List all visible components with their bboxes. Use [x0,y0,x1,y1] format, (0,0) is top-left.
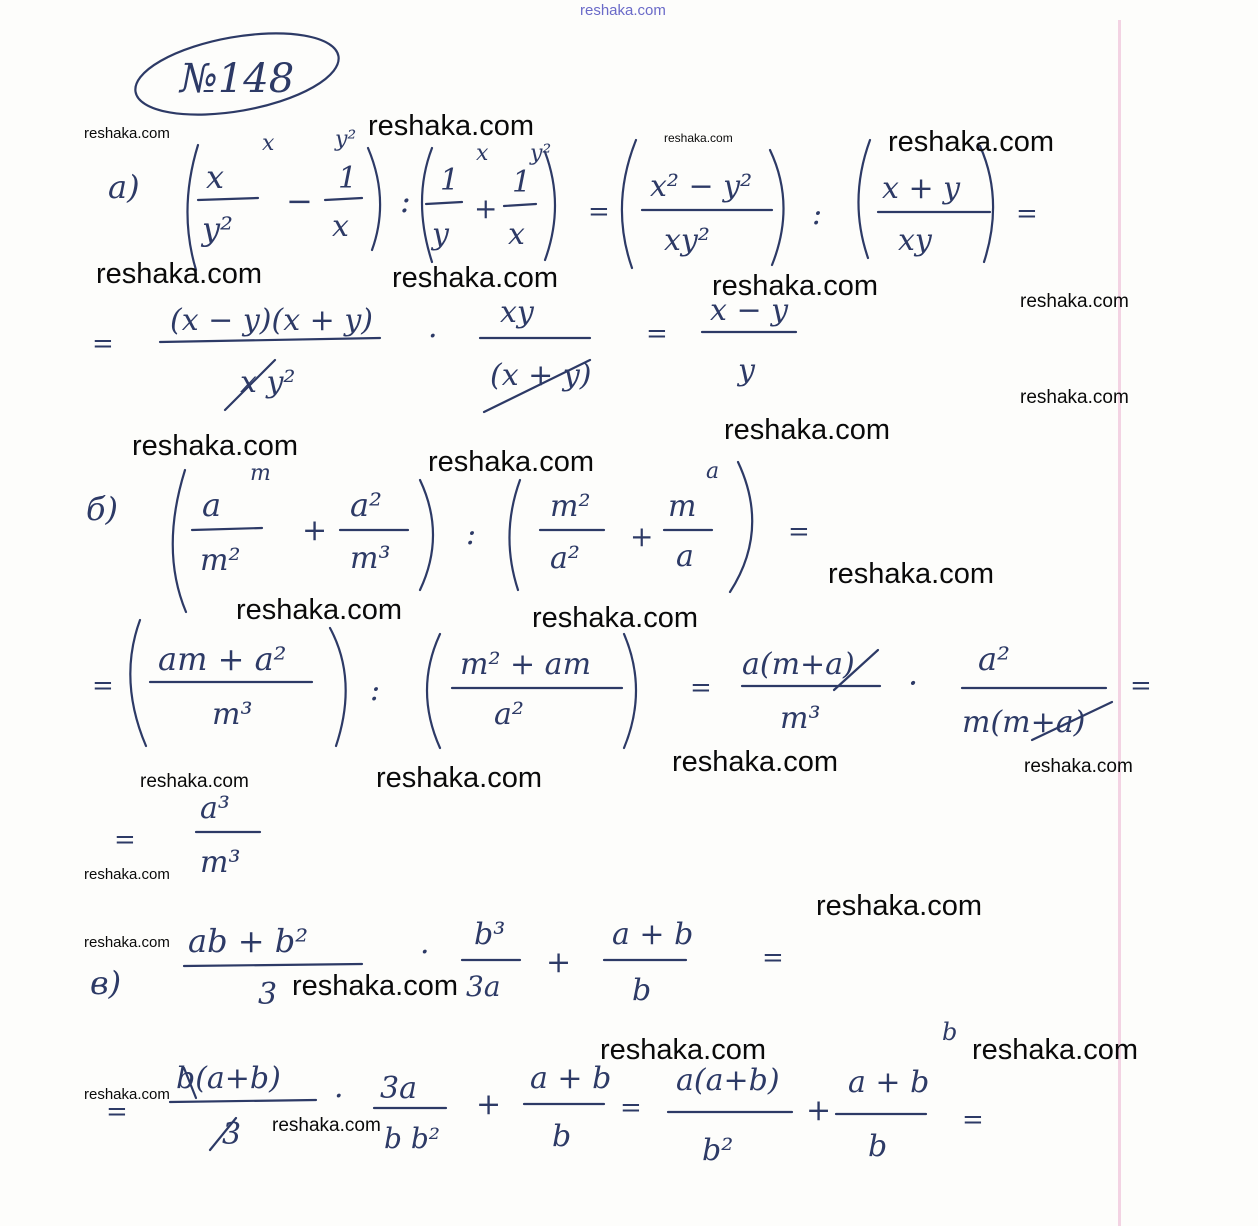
ink-stroke [160,338,380,342]
handwritten-term: a² [978,640,1010,678]
watermark: reshaka.com [392,262,559,294]
ink-stroke [325,198,362,200]
watermark: reshaka.com [672,746,839,778]
watermark: reshaka.com [664,131,733,145]
handwritten-term: : [400,182,411,220]
handwritten-term: : [812,197,823,232]
watermark: reshaka.com [272,1115,381,1136]
handwritten-term: = [114,825,136,855]
handwritten-term: m³ [200,845,241,880]
handwritten-term: + [806,1093,832,1128]
handwritten-term: = [92,329,114,359]
ink-stroke [130,620,146,746]
ink-stroke [198,198,258,200]
ink-stroke [858,140,870,258]
handwritten-term: 3a [466,970,501,1003]
handwritten-term: b [632,973,652,1008]
handwritten-term: + [630,520,654,553]
watermark: reshaka.com [292,970,459,1002]
handwritten-term: 3 [258,977,278,1012]
handwritten-term: = [962,1105,984,1135]
handwritten-term: · [428,319,438,354]
handwritten-term: xy [898,223,932,258]
handwritten-term: = [106,1097,128,1127]
handwritten-term: m³ [212,697,253,732]
handwritten-term: b³ [474,917,506,952]
ink-stroke [368,148,380,250]
handwritten-term: b [868,1129,888,1164]
header-watermark[interactable]: reshaka.com [580,2,666,19]
ink-stroke [622,140,636,268]
handwritten-term: y² [530,141,552,166]
ink-stroke [330,628,346,746]
watermark: reshaka.com [140,771,249,792]
handwritten-term: + [302,513,328,548]
watermark: reshaka.com [1020,387,1129,408]
handwritten-term: b [942,1018,958,1046]
ink-stroke [420,480,433,590]
handwritten-term: = [762,943,784,973]
handwritten-term: x [508,217,525,252]
handwritten-term: x y² [240,365,296,400]
watermark: reshaka.com [600,1034,767,1066]
watermark: reshaka.com [84,125,170,142]
watermark: reshaka.com [1024,756,1133,777]
handwritten-term: · [420,935,430,970]
handwritten-term: a + b [848,1065,930,1100]
handwritten-term: xy² [664,223,710,258]
ink-stroke [730,462,752,592]
ink-stroke [427,634,440,748]
handwritten-term: в) [90,964,122,1002]
handwritten-term: am + a² [158,640,287,678]
watermark: reshaka.com [724,414,891,446]
handwritten-term: a [202,486,222,524]
handwritten-term: x [206,158,225,196]
watermark: reshaka.com [888,126,1055,158]
handwritten-term: m² [200,543,241,578]
watermark: reshaka.com [84,934,170,951]
ink-stroke [770,150,784,265]
handwritten-term: a + b [612,917,694,952]
watermark: reshaka.com [1020,291,1129,312]
watermark: reshaka.com [712,270,879,302]
handwritten-term: m² + am [460,647,592,682]
watermark: reshaka.com [972,1034,1139,1066]
handwritten-term: x² − y² [650,169,753,204]
problem-number: №148 [180,56,295,102]
handwritten-term: : [466,517,477,552]
handwritten-term: x [262,131,275,156]
handwritten-term: 1 [440,163,460,198]
ink-stroke [184,964,362,966]
handwritten-term: 1 [512,165,532,200]
ink-stroke [504,204,536,206]
handwritten-term: x − y [710,293,789,328]
handwritten-term: (x − y)(x + y) [170,303,373,338]
ink-stroke [170,1100,316,1102]
handwritten-term: m³ [350,541,391,576]
handwritten-term: b(a+b) [176,1061,281,1096]
handwritten-term: a [676,539,694,574]
handwritten-term: = [92,671,114,701]
ink-stroke [509,480,520,590]
handwritten-term: a³ [200,791,230,826]
ink-stroke [173,470,186,612]
handwritten-term: + [476,1087,502,1122]
handwritten-term: m³ [780,701,821,736]
watermark: reshaka.com [132,430,299,462]
handwritten-term: m(m+a) [962,705,1086,740]
ink-stroke [624,634,636,748]
handwritten-term: + [546,945,572,980]
handwritten-term: 1 [338,161,358,196]
watermark: reshaka.com [816,890,983,922]
handwritten-term: = [588,197,610,227]
handwritten-term: = [1016,199,1038,229]
handwritten-term: y [738,353,755,388]
ink-stroke [192,528,262,530]
handwritten-term: : [370,673,381,708]
handwritten-term: · [334,1079,344,1114]
handwritten-term: b b² [384,1122,440,1155]
handwritten-term: m² [550,489,591,524]
handwritten-term: = [1130,671,1152,701]
paren [187,145,198,270]
handwritten-term: y² [335,127,357,152]
part-a-label: а) [108,168,140,206]
handwritten-term: m [668,489,697,524]
handwritten-term: 3 [222,1117,242,1152]
ink-stroke [426,202,462,204]
ink-stroke [545,152,555,260]
handwritten-term: x + y [882,171,961,206]
ink-stroke [980,146,993,262]
watermark: reshaka.com [236,594,403,626]
handwritten-term: y² [202,210,233,248]
handwritten-term: 3a [380,1071,417,1106]
watermark: reshaka.com [96,258,263,290]
handwritten-term: · [908,664,919,702]
handwritten-term: a² [350,486,382,524]
handwritten-term: − [286,182,313,220]
handwritten-term: xy [500,295,534,330]
watermark: reshaka.com [84,866,170,883]
handwritten-term: (x + y) [490,358,592,393]
handwritten-term: б) [86,490,119,528]
handwritten-term: a(a+b) [676,1063,780,1098]
handwritten-term: a² [550,541,580,576]
watermark: reshaka.com [84,1086,170,1103]
handwritten-term: = [690,673,712,703]
watermark: reshaka.com [428,446,595,478]
handwritten-term: b² [702,1133,734,1168]
handwritten-term: a [706,459,720,484]
handwritten-term: = [620,1093,642,1123]
handwritten-term: = [646,319,668,349]
handwritten-term: a² [494,697,524,732]
handwritten-term: a(m+a) [742,647,855,682]
watermark: reshaka.com [376,762,543,794]
handwritten-term: x [476,141,489,166]
handwritten-term: = [788,517,810,547]
handwritten-term: a + b [530,1061,612,1096]
watermark: reshaka.com [828,558,995,590]
watermark: reshaka.com [532,602,699,634]
watermark: reshaka.com [368,110,535,142]
handwritten-term: ab + b² [188,922,309,960]
handwritten-term: x [332,209,349,244]
handwritten-term: b [552,1119,572,1154]
handwritten-term: m [250,461,271,486]
handwritten-term: + [474,192,498,225]
handwritten-term: y [432,217,449,252]
